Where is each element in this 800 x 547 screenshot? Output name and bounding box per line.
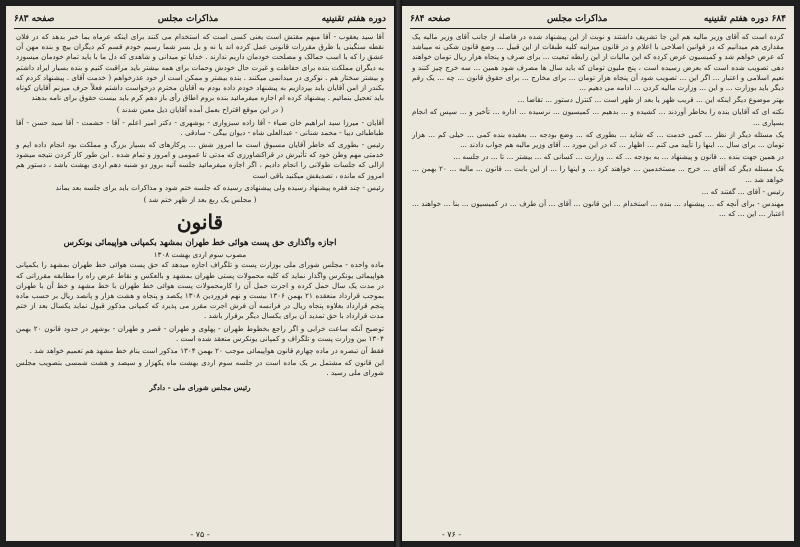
law-paragraph: ماده واحده - مجلس شورای ملی بوزارت پست و تلگراف اجازه میدهد که حق پست هوائی خط طهران بمشهد را بکمپانی هواپیمائی یونکرس واگذار نماید که کلیه محمولات پستی طهران بمشهد و بالعکس و نقاط عرض راه را مطابقه مقرراتی که در مدت یک سال حمل کرده و اجرت حمل آن را کارمحمولات پست هوائی خط طهران با خط مشهد و خط آن با طهران بموجب قرارداد منعقده ۲۱ بهمن ۱۳۰۶ بیست و نهم فروردین ۱۳۰۸ یکصد و پنجاه و هشت هزار و پانصد ریال بر حسب ماده پنجم قرارداد بعلاوه پنجاه ریال در فرانسه آن فرش اجرت مقرر می پذیرد که کمپانی مذکور قبول نماید یکسال بعد از ختم مدت قرارداد با حق تمدید آن برای یکسال دیگر برقرار باشد . <box>16 260 384 321</box>
law-paragraph: فقط آن تبصره در ماده چهارم قانون هواپیمائی موجب ۲۰ بهمن ۱۳۰۴ مذکور است بنام خط مشهد هم تعمیم خواهد شد . <box>29 346 384 356</box>
right-paragraph: کرده است که آقای وزیر مالیه هم این جا تشریف داشتند و نوبت از این پیشنهاد شده در فاصله از جانب آقای وزیر مالیه یک مقداری هم میدانیم که در قوانین اصلاحی با اعلام و در قانون میزانیه کلیه طبقات از این قبیل ... وضع قانون شکی نه میباشد که عرض خواهم شد و کمیسیون عرض کرده که این مالیات از این رابطه تبعیت ... برای صرف و پنجاه هزار ریال تومان خواهند دهی تصویب شده است که بعرض رسیده است ، پنج ملیون تومان که باید سال ها مصرف شود همین ... سه خرج چیز کنند و نعیم اسلامی و اعتبار ... اگر این ... تصویب شود آن پنجاه هزار تومان ... برای مخارج ... برای حقوق قانون ... چه ... یک رقم دیگر باید بوزارت ... و این ... وزارت مالیه کردن ... ادامه می دهیم ... <box>412 32 784 93</box>
left-paragraph: ( مجلس یک ربع بعد از ظهر ختم شد ) <box>143 195 257 205</box>
left-header-center: مذاکرات مجلس <box>157 14 219 24</box>
left-header-right: دوره هفتم تقنینیه <box>321 14 386 24</box>
left-page-header <box>14 12 386 26</box>
left-page <box>6 6 394 541</box>
left-page-number: - ۷۵ - <box>190 530 210 539</box>
law-date: مصوب سوم اردی بهشت ۱۳۰۸ <box>153 250 247 260</box>
left-paragraph: آقا سید یعقوب - آقا مبهم مقتش است یعنی کسی است که استخدام می کنند برای اینکه عرماه بما خبر بدهد که در فلان نقطه سنگینی یا طرق مقررات قانونی عمل کرده اند یا نه و بل بسر شما رسیم خودم قسم کم دیگران بیچ و بنده مهن آن عشق را که با اسب حمالک و مصلحت خودمان داریم ندارند . خدایا تو میدانی و شاهدی که دل ما با باید تمام خودمان میسوزد به دیگران مملکت بنده برای حفاظت و غیرت حال خودش وحمات برای همه بیشتر باید مراقبت کنیم و بنده بسیار ایراد داشتم و بیشتر سختار هم . نوکری در میدانمی میکنند . بنده بیشتر و ممکن است از خود عذرخواهم ( خدمت آقای . پیشنهاد کردم که بکندر از امن آقایان باید بپردازیم به پیشنهاد خودم داده بودم به آقایان محترم درخواست داشتم فعلاً حرف میزنم آقایان کوتاه باید تعجیل بنمائیم . پیشنهاد کرده ام اجازه میفرمائید بنده بروم اطاق رأی باز دهم کرم باید بیست حقوق برای نامه بدهند <box>16 32 384 103</box>
right-paragraph: یک مسئله دیگر که آقای ... خرج ... مستخدمین ... خواهند کرد ... و اینها را ... از این بابت ... قانون ... مالیه ... ۲۰ بهمن ... خواهد شد ... <box>412 164 784 184</box>
right-page <box>402 6 794 541</box>
right-paragraph: در همین جهت بنده ... قانون و پیشنهاد ... به بودجه ... که ... وزارت ... کسانی که ... بیشتر ... تا ... در جلسه ... <box>453 152 784 162</box>
right-header-center: مذاکرات مجلس <box>546 14 608 24</box>
right-header-right: ۶۸۴ دوره هفتم تقنینیه <box>703 14 786 24</box>
law-subtitle: اجازه واگذاری حق پست هوائی خط طهران بمشهد بکمپانی هواپیمائی یونکرس <box>63 237 337 248</box>
left-header-rule <box>14 28 386 29</box>
right-paragraph: مهندس - برای آنچه که ... پیشنهاد ... بنده ... استخدام ... این قانون ... آقای ... آن طرف ... در کمیسیون ... بنا ... خواهند ... اعتبار ... این ... که ... <box>412 199 784 219</box>
right-page-header <box>410 12 786 26</box>
left-page-body <box>16 32 384 527</box>
right-header-left: صفحه ۶۸۴ <box>410 14 451 24</box>
right-header-rule <box>410 28 786 29</box>
left-paragraph: ( در این موقع اقتراح بعمل آمده آقایان ذیل معین شدند ) <box>116 105 284 115</box>
law-title: قانون <box>176 210 224 235</box>
right-paragraph: یک مسئله دیگر از نظر ... کمی خدمت ... که شاید ... بطوری که ... وضع بودجه ... بعقیده بنده کمی ... خیلی کم ... هزار تومان ... برای سال ... اینها را تأیید می کنم ... اظهار ... که در این مورد ... آقای وزیر مالیه هم جواب دادند ... <box>412 129 784 150</box>
right-paragraph: رئیس - آقای ... گفتند که ... <box>701 186 784 196</box>
law-paragraph: این قانون که مشتمل بر یک ماده است در جلسه سوم اردی بهشت ماه یکهزار و سیصد و هشت شمسی بتصویب مجلس شورای ملی رسید . <box>16 358 384 378</box>
right-paragraph: بهتر موضوع دیگر اینکه این ... قریب ظهر یا بعد از ظهر است ... کنترل دستور ... تقاضا ... <box>517 95 784 105</box>
right-page-body <box>412 32 784 527</box>
right-paragraph: نکته ای که آقایان بنده را بخاطر آوردند ... کشیده و ... بدهیم ... کمیسیون ... نرسیده ... اداره ... تأخیر و ... سپس که انجام بسپاری ... <box>412 107 784 127</box>
left-header-left: صفحه ۶۸۳ <box>14 14 55 24</box>
right-page-number: - ۷۶ - <box>442 530 462 539</box>
left-paragraph: آقایان - میرزا سید ابراهیم خان ضیاء - آقا زاده سبزواری - بوشهری - دکتر امیر اعلم - آقا - حشمت - آقا سید حسن - آقا طباطبائی دیبا - محمد شنانی - عبدالعلی شاه - دیوان بیگی - سادقی . <box>16 117 384 137</box>
left-paragraph: رئیس - چند فقره پیشنهاد رسیده ولی پیشنهادی رسیده که جلسه ختم شود و مذاکرات باید برای جلسه بعد بماند <box>55 182 384 192</box>
law-signature: رئیس مجلس شورای ملی - دادگر <box>149 382 251 392</box>
left-paragraph: رئیس - بطوری که خاطر آقایان مسبوق است ما امروز شش ... پرکارهای که بسیار بزرگ و مملکت بود انجام داده ایم و خدمتی مهم وطن خود که تأثیرش در قراکشاورزی که مدتی تا عمومی و امروز و تمام شده . این طور کار کردن نتیجه میشود ازالی که جلسات طولانی را انجام دادیم ، اگر اجازه میفرمائید جلسه آتیه بروز دو شنبه دهم اردی بهشت باشد ، دستور هم امروز که مانده ، تصدیقش میکنید باقی است <box>16 140 384 180</box>
book-gutter <box>394 0 402 547</box>
law-paragraph: توضیح آنکه ساعت خرابی و اگر راجع بخطوط طهران - پهلوی و طهران - قصر و طهران - بوشهر در حدود قانون ۲۰ بهمن ۱۳۰۴ بین وزارت پست و تلگراف و کمپانی یونکرس منعقد شده است . <box>16 323 384 343</box>
